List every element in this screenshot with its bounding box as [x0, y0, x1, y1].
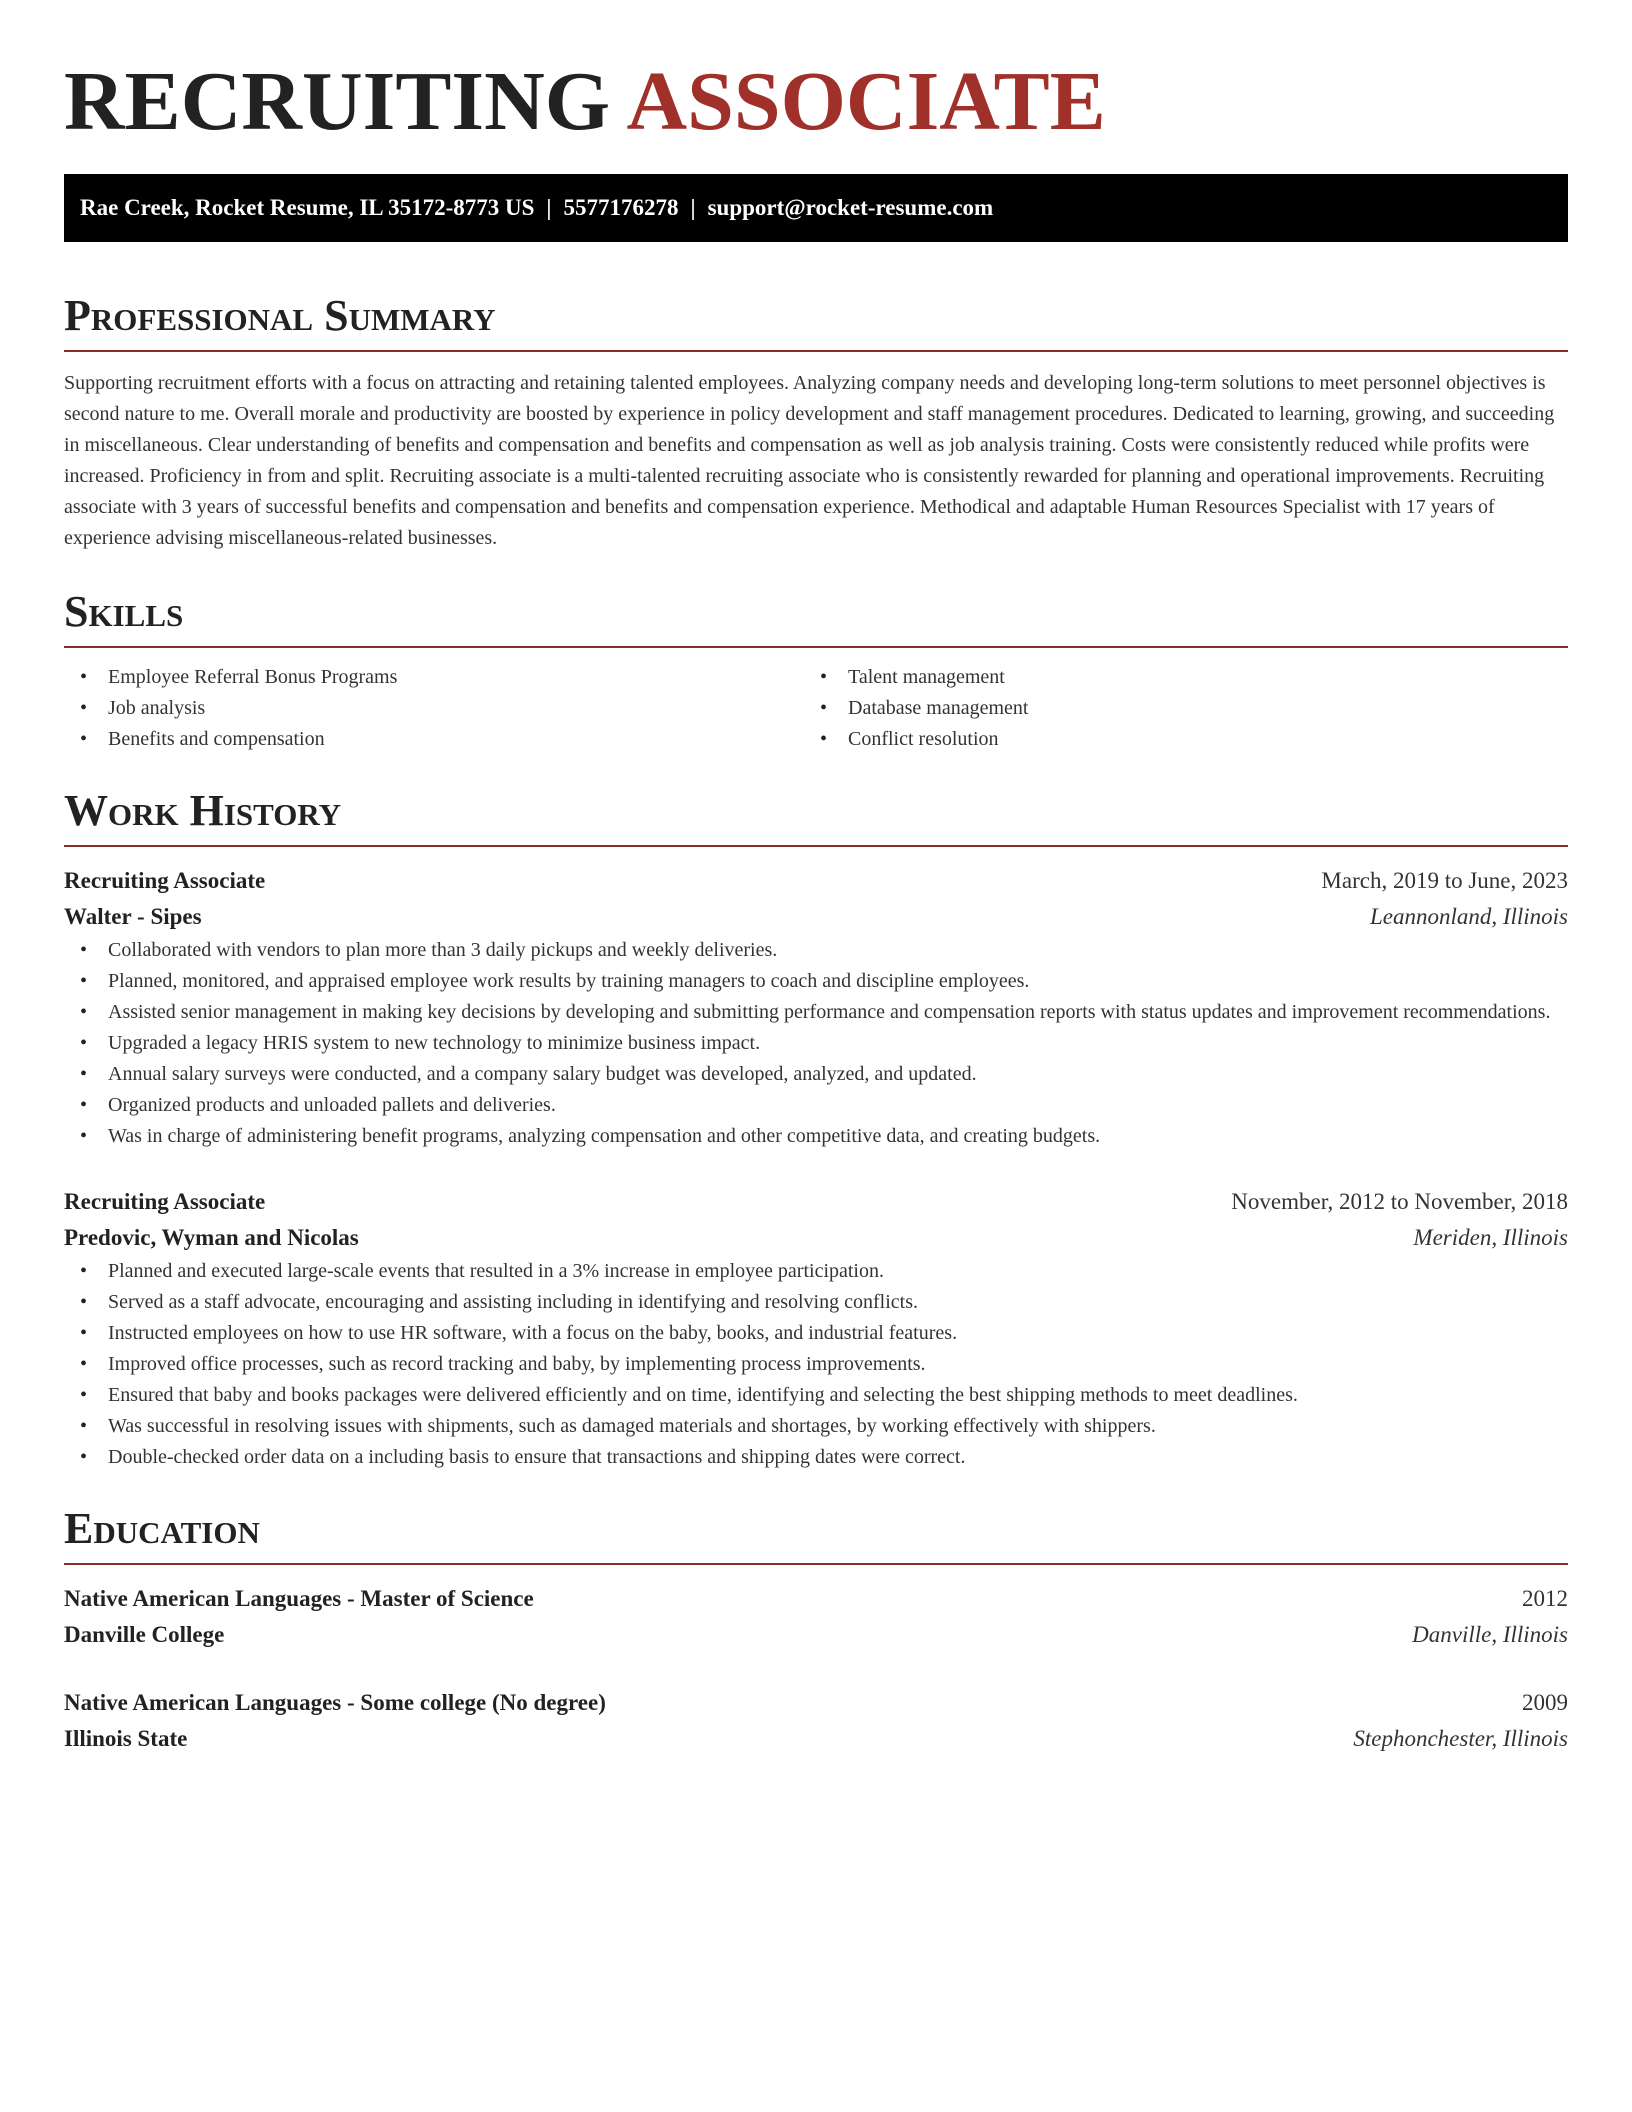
skills-section: [64, 582, 1568, 755]
education-year: 2012: [1522, 1586, 1568, 1611]
contact-separator: |: [546, 195, 552, 220]
job-bullet: • Planned, monitored, and appraised employee work results by training managers to coach and discipline employees.: [64, 966, 1568, 997]
job-location: Leannonland, Illinois: [1369, 904, 1568, 929]
job-bullet: • Improved office processes, such as record tracking and baby, by implementing process improvements.: [64, 1349, 1568, 1380]
skill-item: • Talent management: [804, 662, 1544, 693]
job-company-row: [64, 1220, 1568, 1256]
job-bullet: • Annual salary surveys were conducted, and a company salary budget was developed, analyzed, and updated.: [64, 1059, 1568, 1090]
work-section: [64, 781, 1568, 1473]
education-school-row: [64, 1617, 1568, 1653]
education-degree: Native American Languages - Some college (No degree): [64, 1690, 606, 1715]
job-bullet: • Upgraded a legacy HRIS system to new technology to minimize business impact.: [64, 1028, 1568, 1059]
summary-title: Professional Summary: [64, 291, 496, 340]
job-bullet: • Was successful in resolving issues with shipments, such as damaged materials and shortages, by working effectively with shippers.: [64, 1411, 1568, 1442]
job-header-row: [64, 1184, 1568, 1220]
job-bullet: • Double-checked order data on a including basis to ensure that transactions and shipping dates were correct.: [64, 1442, 1568, 1473]
education-entry: [64, 1581, 1568, 1653]
education-school: Illinois State: [64, 1726, 188, 1751]
job-company: Predovic, Wyman and Nicolas: [64, 1225, 359, 1250]
job-dates: March, 2019 to June, 2023: [1321, 868, 1568, 893]
resume-page: [64, 0, 1568, 1757]
job-bullets: [64, 1256, 1568, 1473]
job-header-row: [64, 863, 1568, 899]
education-section: [64, 1499, 1568, 1757]
education-degree-row: [64, 1685, 1568, 1721]
job-bullet: • Was in charge of administering benefit programs, analyzing compensation and other competitive data, and creating budgets.: [64, 1121, 1568, 1152]
job-company-row: [64, 899, 1568, 935]
education-title: Education: [64, 1504, 260, 1553]
job-entry: [64, 863, 1568, 1152]
education-location: Stephonchester, Illinois: [1353, 1726, 1568, 1751]
education-location: Danville, Illinois: [1412, 1622, 1568, 1647]
job-bullets: [64, 935, 1568, 1152]
contact-phone: 5577176278: [563, 195, 679, 220]
education-school: Danville College: [64, 1622, 225, 1647]
skill-item: • Job analysis: [64, 693, 804, 724]
skills-title: Skills: [64, 587, 184, 636]
skills-column-left: [64, 662, 804, 755]
job-title: Recruiting Associate: [64, 868, 266, 893]
education-degree: Native American Languages - Master of Science: [64, 1586, 534, 1611]
section-divider: [64, 845, 1568, 847]
section-divider: [64, 646, 1568, 648]
job-bullet: • Instructed employees on how to use HR software, with a focus on the baby, books, and industrial features.: [64, 1318, 1568, 1349]
education-entry: [64, 1685, 1568, 1757]
job-bullet: • Assisted senior management in making key decisions by developing and submitting performance and compensation reports with status updates and improvement recommendations.: [64, 997, 1568, 1028]
contact-bar: [64, 174, 1568, 242]
summary-section: [64, 286, 1568, 554]
contact-email[interactable]: support@rocket-resume.com: [707, 195, 994, 220]
work-title: Work History: [64, 786, 342, 835]
education-year: 2009: [1522, 1690, 1568, 1715]
skills-column-right: [804, 662, 1544, 755]
summary-text: Supporting recruitment efforts with a focus on attracting and retaining talented employees. Analyzing company needs and developing long-term solutions to meet personnel objectives is second nature to me. Overall morale and productivity are boosted by experience in policy development and staff management procedures. Dedicated to learning, growing, and succeeding in miscellaneous. Clear understanding of benefits and compensation and benefits and compensation as well as job analysis training. Costs were consistently reduced while profits were increased. Proficiency in from and split. Recruiting associate is a multi-talented recruiting associate who is consistently rewarded for planning and operational improvements. Recruiting associate with 3 years of successful benefits and compensation and benefits and compensation experience. Methodical and adaptable Human Resources Specialist with 17 years of experience advising miscellaneous-related businesses.: [64, 372, 1555, 549]
resume-name: [64, 0, 1568, 152]
name-last: ASSOCIATE: [626, 55, 1106, 148]
job-company: Walter - Sipes: [64, 904, 202, 929]
job-bullet: • Planned and executed large-scale events that resulted in a 3% increase in employee participation.: [64, 1256, 1568, 1287]
education-degree-row: [64, 1581, 1568, 1617]
skill-item: • Conflict resolution: [804, 724, 1544, 755]
section-divider: [64, 350, 1568, 352]
name-first: RECRUITING: [64, 55, 611, 148]
education-school-row: [64, 1721, 1568, 1757]
job-bullet: • Served as a staff advocate, encouraging and assisting including in identifying and resolving conflicts.: [64, 1287, 1568, 1318]
job-bullet: • Collaborated with vendors to plan more than 3 daily pickups and weekly deliveries.: [64, 935, 1568, 966]
section-divider: [64, 1563, 1568, 1565]
job-dates: November, 2012 to November, 2018: [1231, 1189, 1568, 1214]
job-bullet: • Organized products and unloaded pallets and deliveries.: [64, 1090, 1568, 1121]
contact-address: Rae Creek, Rocket Resume, IL 35172-8773 US: [80, 195, 535, 220]
job-title: Recruiting Associate: [64, 1189, 266, 1214]
skills-grid: [64, 662, 1568, 755]
job-entry: [64, 1184, 1568, 1473]
skill-item: • Employee Referral Bonus Programs: [64, 662, 804, 693]
skill-item: • Database management: [804, 693, 1544, 724]
skill-item: • Benefits and compensation: [64, 724, 804, 755]
contact-separator: |: [690, 195, 696, 220]
job-location: Meriden, Illinois: [1413, 1225, 1568, 1250]
job-bullet: • Ensured that baby and books packages were delivered efficiently and on time, identifying and selecting the best shipping methods to meet deadlines.: [64, 1380, 1568, 1411]
